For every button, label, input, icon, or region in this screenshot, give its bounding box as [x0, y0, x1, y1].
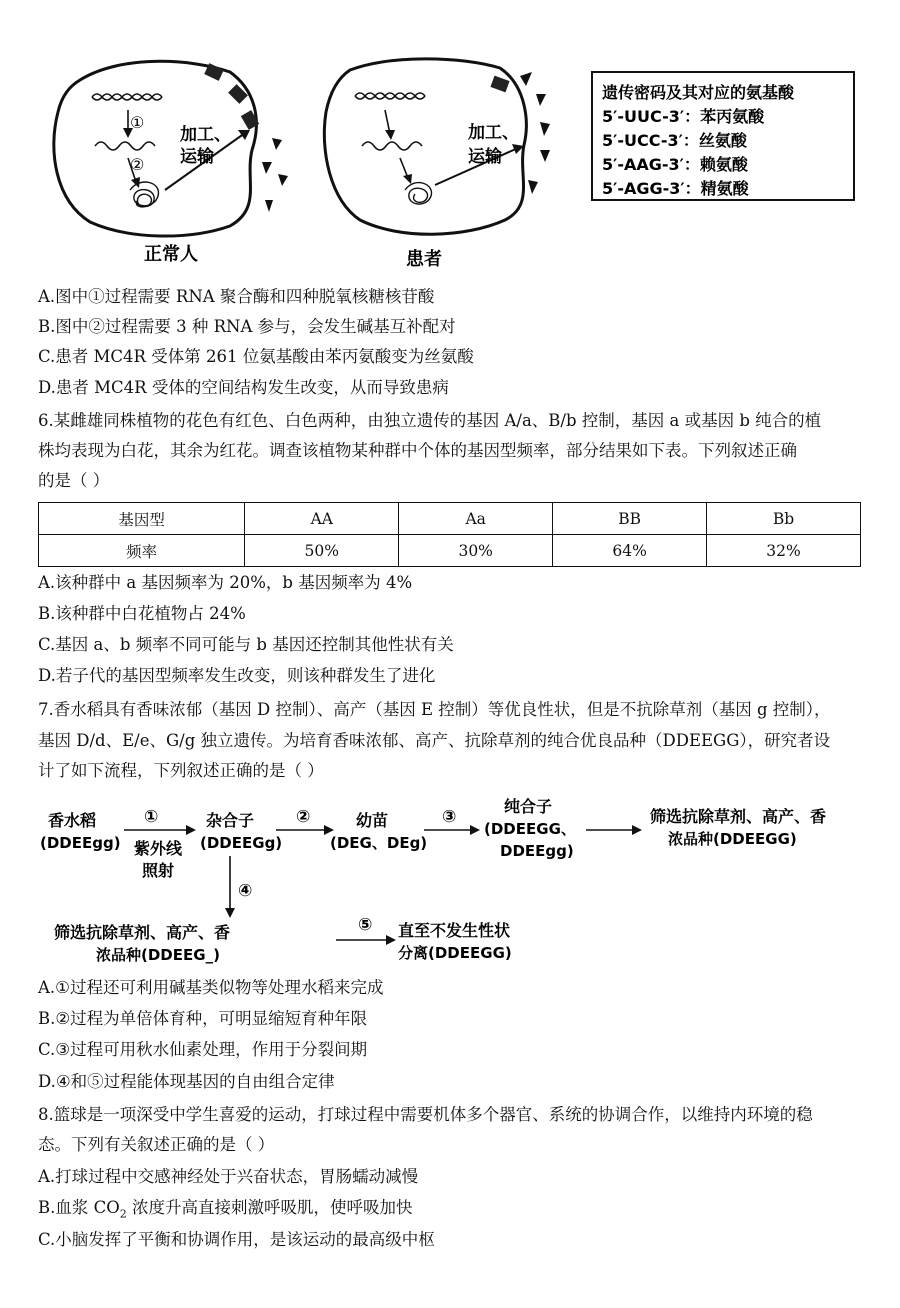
- q5-option-b: B.图中②过程需要 3 种 RNA 参与，会发生碱基互补配对: [38, 317, 456, 336]
- node-text: 筛选抗除草剂、高产、香: [650, 807, 827, 826]
- table-cell: 频率: [39, 535, 245, 567]
- process-label-2: 运输: [180, 147, 214, 167]
- q6-option-c: C.基因 a、b 频率不同可能与 b 基因还控制其他性状有关: [38, 635, 454, 654]
- table-cell: AA: [245, 503, 399, 535]
- q8-option-b-pre: B.血浆 CO: [38, 1198, 120, 1217]
- receptor-icon: [490, 76, 509, 93]
- table-cell: 基因型: [39, 503, 245, 535]
- normal-person-label: 正常人: [144, 244, 198, 265]
- q6-stem-line: 6.某雌雄同株植物的花色有红色、白色两种，由独立遗传的基因 A/a、B/b 控制，基因 a 或基因 b 纯合的植: [38, 411, 822, 430]
- hormone-icon: [536, 94, 546, 106]
- node-text: (DEG、DEg): [330, 834, 428, 852]
- table-cell: 64%: [553, 535, 707, 567]
- q8-stem-line: 态。下列有关叙述正确的是（ ）: [38, 1135, 275, 1154]
- gene-expression-figure: [40, 50, 860, 280]
- q6-stem-line: 株均表现为白花，其余为红花。调查该植物某种群中个体的基因型频率，部分结果如下表。下列叙述正确: [38, 441, 797, 460]
- patient-label: 患者: [406, 249, 442, 270]
- hormone-icon: [278, 174, 288, 186]
- codon-row: 5′-AAG-3′：赖氨酸: [602, 155, 748, 174]
- node-text: DDEEgg): [500, 842, 574, 860]
- node-text: 紫外线: [134, 839, 183, 858]
- process-label-1: 加工、: [180, 125, 231, 145]
- step-label: ④: [238, 881, 253, 901]
- patient-dna-helix: [355, 93, 425, 99]
- codon-row: 5′-UCC-3′：丝氨酸: [602, 131, 747, 150]
- q6-option-d: D.若子代的基因型频率发生改变，则该种群发生了进化: [38, 666, 436, 685]
- step-1-label: ①: [130, 113, 145, 132]
- q8-option-b-sub: 2: [119, 1207, 127, 1221]
- node-text: (DDEEgg): [40, 834, 121, 852]
- codon-row: 5′-UUC-3′：苯丙氨酸: [602, 107, 765, 126]
- table-cell: 32%: [707, 535, 861, 567]
- table-cell: Aa: [399, 503, 553, 535]
- q7-stem-line: 7.香水稻具有香味浓郁（基因 D 控制）、高产（基因 E 控制）等优良性状，但是不抗除草剂（基因 g 控制），: [38, 700, 831, 719]
- normal-polypeptide: [130, 182, 158, 207]
- q7-option-d: D.④和⑤过程能体现基因的自由组合定律: [38, 1072, 335, 1091]
- q5-option-d: D.患者 MC4R 受体的空间结构发生改变，从而导致患病: [38, 378, 449, 397]
- node-text: 直至不发生性状: [398, 921, 511, 940]
- normal-mrna: [95, 142, 155, 150]
- codon-row: 5′-AGG-3′：精氨酸: [602, 179, 749, 198]
- breeding-flowchart: [40, 798, 870, 976]
- q7-stem-line: 计了如下流程，下列叙述正确的是（ ）: [38, 761, 324, 780]
- genotype-frequency-table: [38, 502, 861, 567]
- q6-option-b: B.该种群中白花植物占 24%: [38, 604, 246, 623]
- table-header-row: [39, 503, 861, 535]
- q5-option-a: A.图中①过程需要 RNA 聚合酶和四种脱氧核糖核苷酸: [38, 287, 435, 306]
- patient-polypeptide: [405, 183, 432, 204]
- node-text: 浓品种(DDEEGG): [668, 830, 797, 848]
- q8-stem-line: 8.篮球是一项深受中学生喜爱的运动，打球过程中需要机体多个器官、系统的协调合作，以维持内环境的稳: [38, 1105, 813, 1124]
- q6-option-a: A.该种群中 a 基因频率为 20%，b 基因频率为 4%: [38, 573, 413, 592]
- node-text: 分离(DDEEGG): [398, 944, 512, 962]
- table-cell: Bb: [707, 503, 861, 535]
- normal-dna-helix: [92, 94, 162, 100]
- process-label-2: 运输: [468, 147, 502, 167]
- node-text: 杂合子: [206, 811, 255, 830]
- node-text: 纯合子: [504, 798, 553, 816]
- node-text: 香水稻: [48, 811, 97, 830]
- node-text: 浓品种(DDEEG_): [96, 946, 220, 964]
- step-label: ⑤: [358, 915, 373, 935]
- node-text: 幼苗: [356, 811, 389, 830]
- table-cell: BB: [553, 503, 707, 535]
- q7-stem-line: 基因 D/d、E/e、G/g 独立遗传。为培育香味浓郁、高产、抗除草剂的纯合优良品种（DDEEGG），研究者设: [38, 731, 831, 750]
- q5-option-c: C.患者 MC4R 受体第 261 位氨基酸由苯丙氨酸变为丝氨酸: [38, 347, 474, 366]
- hormone-icon: [540, 150, 550, 162]
- normal-cell-outline: [54, 61, 257, 236]
- hormone-icon: [520, 72, 532, 86]
- hormone-icon: [540, 122, 550, 136]
- node-text: (DDEEGG、: [484, 820, 576, 838]
- q7-option-b: B.②过程为单倍体育种，可明显缩短育种年限: [38, 1009, 368, 1028]
- q6-stem-line: 的是（ ）: [38, 471, 110, 490]
- step-2-label: ②: [130, 155, 145, 174]
- q7-option-a: A.①过程还可利用碱基类似物等处理水稻来完成: [38, 978, 384, 997]
- node-text: 照射: [142, 861, 175, 880]
- node-text: 筛选抗除草剂、高产、香: [54, 923, 231, 942]
- table-cell: 30%: [399, 535, 553, 567]
- q8-option-b-post: 浓度升高直接刺激呼吸肌，使呼吸加快: [126, 1198, 413, 1217]
- table-row: [39, 535, 861, 567]
- hormone-icon: [262, 162, 272, 174]
- hormone-icon: [528, 180, 538, 194]
- hormone-icon: [265, 200, 273, 212]
- patient-mrna: [362, 142, 422, 150]
- hormone-icon: [272, 138, 282, 150]
- table-cell: 50%: [245, 535, 399, 567]
- process-label-1: 加工、: [468, 123, 519, 143]
- q8-option-c: C.小脑发挥了平衡和协调作用，是该运动的最高级中枢: [38, 1230, 435, 1249]
- step-label: ②: [296, 807, 311, 827]
- q8-option-b: [38, 1197, 413, 1225]
- codon-table-title: 遗传密码及其对应的氨基酸: [602, 83, 795, 102]
- q8-option-a: A.打球过程中交感神经处于兴奋状态，胃肠蠕动减慢: [38, 1167, 419, 1186]
- step-label: ③: [442, 807, 457, 827]
- node-text: (DDEEGg): [200, 834, 283, 852]
- q7-option-c: C.③过程可用秋水仙素处理，作用于分裂间期: [38, 1040, 368, 1059]
- step-label: ①: [144, 807, 159, 827]
